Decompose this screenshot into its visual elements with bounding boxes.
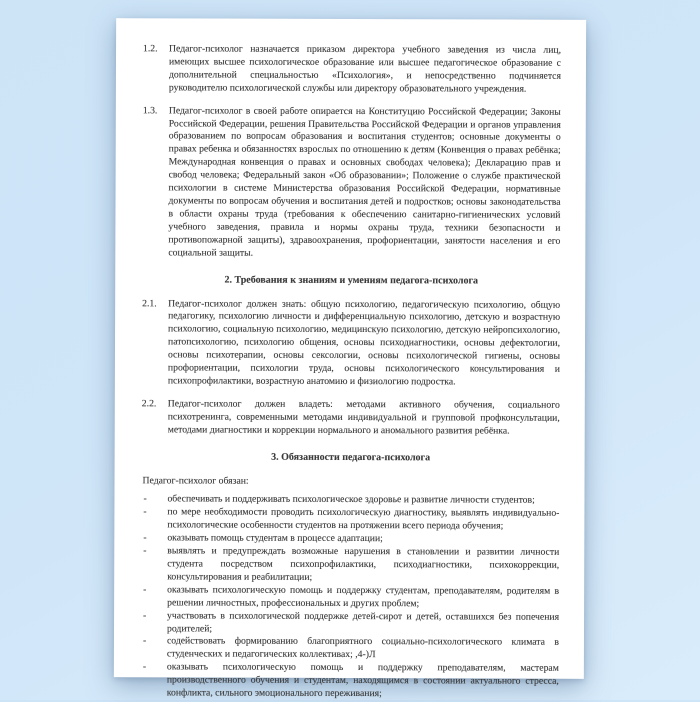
duty-text: по мере необходимости проводить психологическую диагностику, выявлять индивидуально-психологические особенности студентов на протяжении всего периода обучения; <box>167 506 560 532</box>
duty-item-4 <box>114 545 584 585</box>
clause-number: 1.2. <box>143 43 158 55</box>
duty-item-5 <box>114 584 584 611</box>
dash-marker: - <box>142 635 147 647</box>
clause-2-1 <box>115 298 585 390</box>
duty-text: оказывать психологическую помощь и поддержку преподавателям, мастерам производственного обучения и студентам, находящимся в состоянии актуального стресса, конфликта, сильного эмоционального переживания; <box>166 661 559 700</box>
clause-number: 2.1. <box>142 297 157 309</box>
clause-number: 1.3. <box>142 104 158 116</box>
dash-marker: - <box>143 609 147 621</box>
dash-marker: - <box>143 493 147 505</box>
clause-text: Педагог-психолог должен владеть: методами активного обучения, социального психотренинга, современными методами индивидуальной и групповой профконсультации, методами диагностики и коррекции нормального и аномального развития ребёнка. <box>167 398 560 437</box>
clause-number: 2.2. <box>141 398 157 410</box>
duty-text: выявлять и предупреждать возможные нарушения в становлении и развитии личности студента посредством психопрофилактики, психодиагностики, психокоррекции, консультирования и реабилитации; <box>167 545 560 583</box>
clause-1-2 <box>116 43 586 96</box>
duty-item-7 <box>114 636 584 663</box>
clause-1-3 <box>115 105 586 262</box>
dash-marker: - <box>142 661 147 673</box>
document-content <box>114 18 586 700</box>
section-heading-2: 2. Требования к знаниям и умениям педагога-психолога <box>224 274 479 286</box>
duty-text: обеспечивать и поддерживать психологическое здоровье и развитие личности студентов; <box>167 493 535 507</box>
clause-text: Педагог-психолог должен знать: общую психологию, педагогическую психологию, общую педагогику, психологию личности и дифференциальную психологию, детскую и возрастную психологию, социальную психологию, медицинскую психологию, детскую нейропсихологию, патопсихологию, психологию общения, основы психодиагностики, основы дефектологии, основы психотерапии, основы сексологии, основы психологической гигиены, основы профориентации, психологии труда, основы психологического консультирования и психопрофилактики, возрастную анатомию и физиологию подростка. <box>167 297 561 388</box>
dash-marker: - <box>143 584 147 596</box>
section-heading-3: 3. Обязанности педагога-психолога <box>271 451 431 463</box>
duty-text: оказывать помощь студентам в процессе адаптации; <box>167 532 383 545</box>
dash-marker: - <box>143 506 147 518</box>
duty-text: участвовать в психологической поддержке детей-сирот и детей, оставшихся без попечения родителей; <box>167 609 560 635</box>
clause-2-2 <box>115 398 585 438</box>
dash-marker: - <box>143 545 147 557</box>
clause-text: Педагог-психолог назначается приказом директора учебного заведения из числа лиц, имеющих высшее психологическое образование или высшее педагогическое образование с дополнительной специальностью «Психология», и непосредственно подчиняется руководителю психологической службы или директору образовательного учреждения. <box>168 43 562 95</box>
duties-intro: Педагог-психолог обязан: <box>142 474 249 487</box>
duty-text: содействовать формированию благоприятного социально-психологического климата в студенческих и педагогических коллективах; ,4-)Л <box>166 635 559 661</box>
document-page <box>114 18 586 700</box>
duty-item-8 <box>114 661 584 701</box>
duty-item-6 <box>114 610 584 637</box>
duty-text: оказывать психологическую помощь и поддержку студентам, преподавателям, родителям в решении личностных, профессиональных и других проблем; <box>167 584 560 609</box>
clause-text: Педагог-психолог в своей работе опирается на Конституцию Российской Федерации; Законы Российской Федерации, решения Правительства Российской Федерации и органов управления образованием по вопросам образования и воспитания студентов; основные документы о правах ребенка и обязанностях взрослых по отношению к детям (Конвенция о правах ребёнка; Международная конвенция о правах и основных свободах человека); Декларацию прав и свобод человека; Федеральный закон «Об образовании»; Положение о службе практической психологии в системе Министерства образования Российской Федерации, нормативные документы по вопросам обучения и воспитания детей и подростков; основы законодательства в области охраны труда (требования к обеспечению санитарно-гигиенических условий учебного заведения, правила и нормы охраны труда, техники безопасности и противопожарной защиты), здравоохранения, профориентации, занятости населения и его социальной защиты. <box>168 104 561 259</box>
duty-item-2 <box>114 507 584 534</box>
dash-marker: - <box>143 532 147 544</box>
